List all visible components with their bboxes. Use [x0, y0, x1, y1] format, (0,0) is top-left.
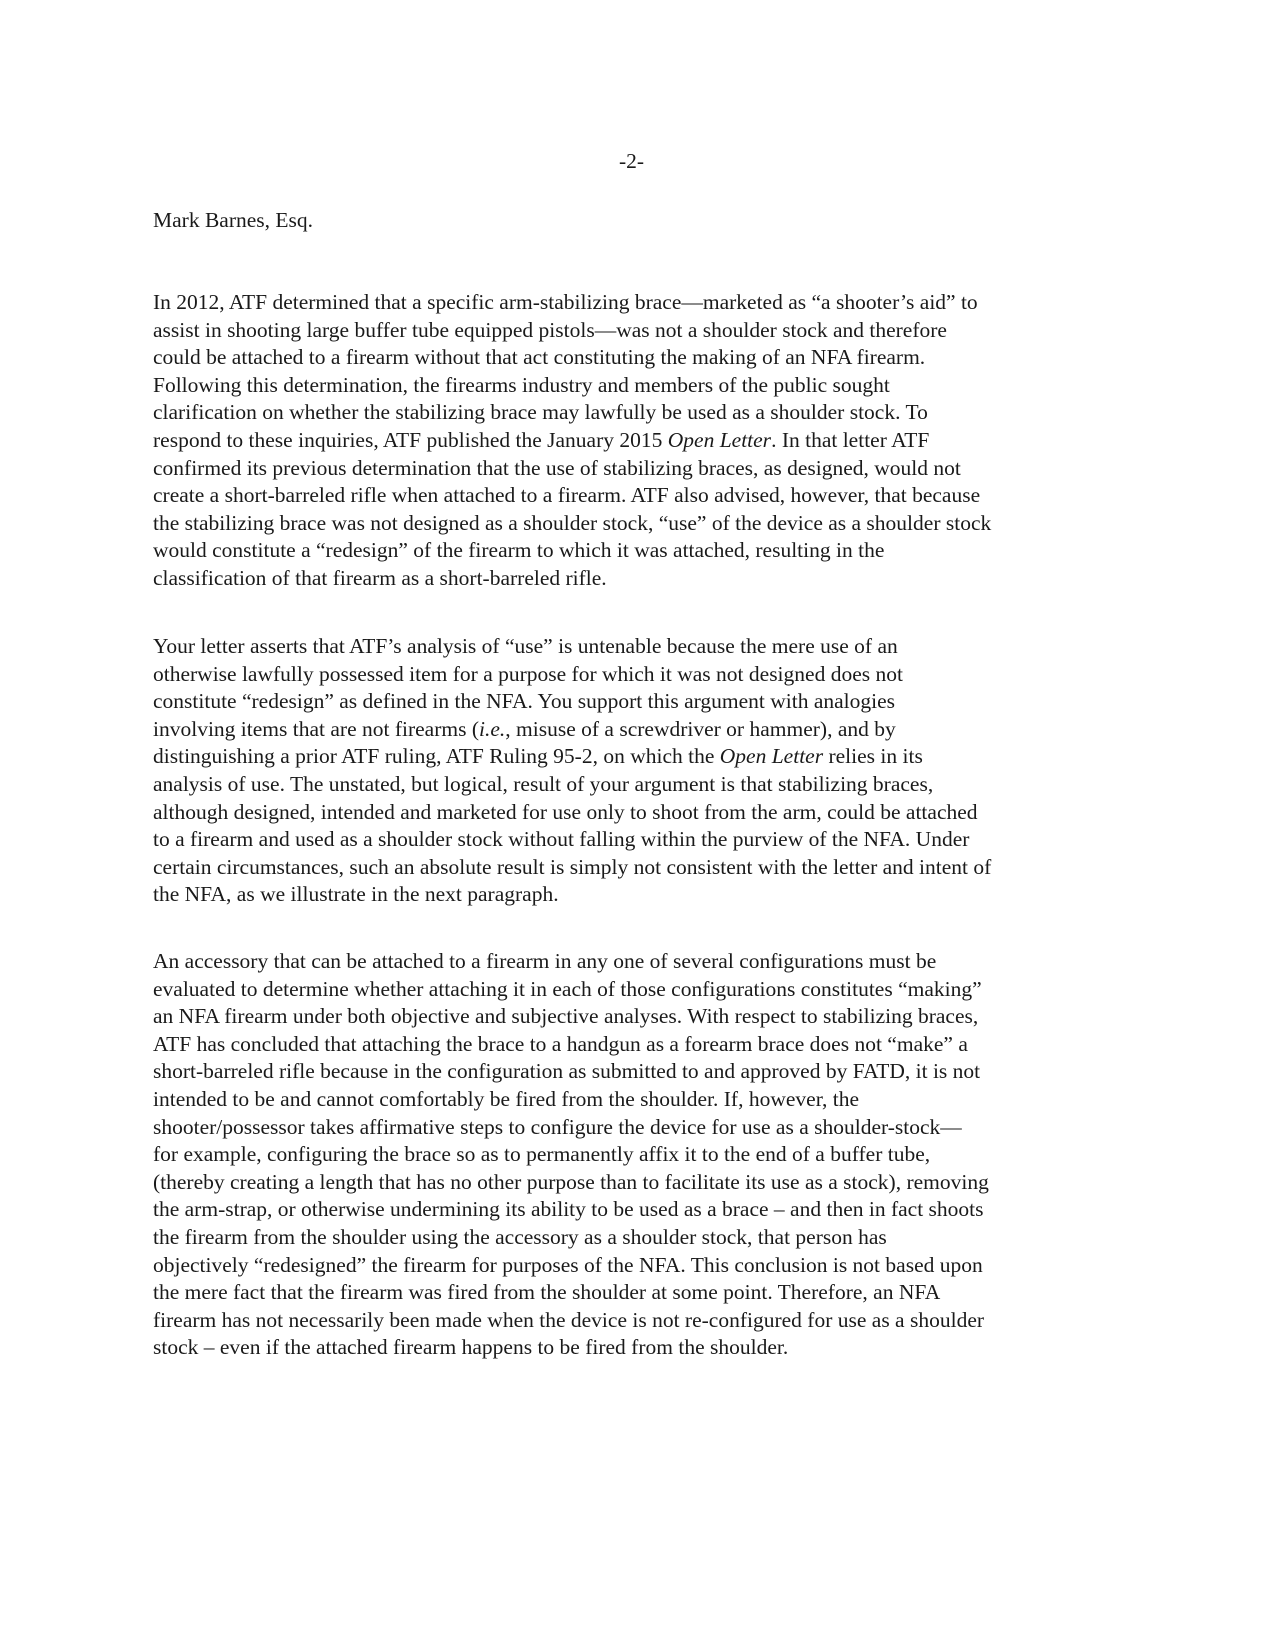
paragraph-line: evaluated to determine whether attaching it in each of those configurations constitutes “making” — [153, 976, 982, 1001]
paragraph-line: an NFA firearm under both objective and subjective analyses. With respect to stabilizing braces, — [153, 1004, 979, 1029]
paragraph-line: In 2012, ATF determined that a specific arm-stabilizing brace—marketed as “a shooter’s aid” to — [153, 290, 978, 314]
paragraph-line: stock – even if the attached firearm happens to be fired from the shoulder. — [153, 1335, 789, 1360]
paragraph-line: ATF has concluded that attaching the brace to a handgun as a forearm brace does not “make” a — [153, 1031, 968, 1056]
paragraph-line: certain circumstances, such an absolute result is simply not consistent with the letter and intent of — [153, 854, 992, 879]
paragraph-line: the NFA, as we illustrate in the next paragraph. — [153, 882, 559, 907]
paragraph-line: the firearm from the shoulder using the accessory as a shoulder stock, that person has — [153, 1224, 887, 1249]
line-segment: involving items that are not firearms ( — [153, 716, 479, 741]
paragraph-3 — [153, 948, 1133, 1362]
paragraph-line — [153, 743, 1133, 771]
paragraph-line: create a short-barreled rifle when attached to a firearm. ATF also advised, however, that because — [153, 483, 981, 508]
recipient-name: Mark Barnes, Esq. — [153, 208, 314, 232]
paragraph-line: for example, configuring the brace so as to permanently affix it to the end of a buffer tube, — [153, 1142, 931, 1167]
paragraph-line: short-barreled rifle because in the configuration as submitted to and approved by FATD, it is not — [153, 1059, 981, 1084]
paragraph-line: Your letter asserts that ATF’s analysis of “use” is untenable because the mere use of an — [153, 634, 898, 658]
paragraph-line: intended to be and cannot comfortably be fired from the shoulder. If, however, the — [153, 1086, 860, 1111]
paragraph-line: assist in shooting large buffer tube equipped pistols—was not a shoulder stock and therefore — [153, 317, 947, 342]
paragraph-1 — [153, 289, 1133, 593]
line-segment: . In that letter ATF — [771, 427, 930, 452]
paragraph-2 — [153, 633, 1133, 909]
paragraph-line: the stabilizing brace was not designed as a shoulder stock, “use” of the device as a shoulder stock — [153, 510, 992, 535]
paragraph-line: Following this determination, the firearms industry and members of the public sought — [153, 372, 890, 397]
line-segment: , misuse of a screwdriver or hammer), and by — [505, 716, 896, 741]
page-number: -2- — [618, 149, 645, 173]
paragraph-line: confirmed its previous determination that the use of stabilizing braces, as designed, would not — [153, 455, 961, 480]
paragraph-line: clarification on whether the stabilizing brace may lawfully be used as a shoulder stock. To — [153, 400, 928, 425]
paragraph-line: shooter/possessor takes affirmative steps to configure the device for use as a shoulder-stock— — [153, 1114, 962, 1139]
paragraph-line: would constitute a “redesign” of the firearm to which it was attached, resulting in the — [153, 538, 885, 563]
paragraph-line: could be attached to a firearm without that act constituting the making of an NFA firearm. — [153, 345, 926, 370]
paragraph-line: classification of that firearm as a short-barreled rifle. — [153, 565, 607, 590]
paragraph-line: otherwise lawfully possessed item for a purpose for which it was not designed does not — [153, 661, 903, 686]
paragraph-line: An accessory that can be attached to a firearm in any one of several configurations must be — [153, 949, 937, 973]
line-segment: relies in its — [823, 744, 923, 769]
line-segment: distinguishing a prior ATF ruling, ATF Ruling 95-2, on which the — [153, 744, 720, 769]
paragraph-line: the mere fact that the firearm was fired from the shoulder at some point. Therefore, an NFA — [153, 1280, 941, 1305]
paragraph-line: the arm-strap, or otherwise undermining its ability to be used as a brace – and then in fact shoots — [153, 1197, 984, 1222]
paragraph-line — [153, 427, 1133, 455]
paragraph-line: constitute “redesign” as defined in the NFA. You support this argument with analogies — [153, 689, 896, 714]
paragraph-line — [153, 716, 1133, 744]
paragraph-line: objectively “redesigned” the firearm for purposes of the NFA. This conclusion is not based upon — [153, 1252, 983, 1277]
paragraph-line: although designed, intended and marketed for use only to shoot from the arm, could be attached — [153, 799, 978, 824]
line-segment: respond to these inquiries, ATF published the January 2015 — [153, 427, 668, 452]
italic-term: Open Letter — [667, 427, 772, 452]
italic-term: i.e. — [479, 716, 506, 741]
paragraph-line: firearm has not necessarily been made when the device is not re-configured for use as a shoulder — [153, 1307, 985, 1332]
italic-term: Open Letter — [719, 744, 824, 769]
paragraph-line: to a firearm and used as a shoulder stock without falling within the purview of the NFA. Under — [153, 827, 970, 852]
paragraph-line: (thereby creating a length that has no other purpose than to facilitate its use as a stock), removing — [153, 1169, 989, 1194]
paragraph-line: analysis of use. The unstated, but logical, result of your argument is that stabilizing braces, — [153, 771, 934, 796]
